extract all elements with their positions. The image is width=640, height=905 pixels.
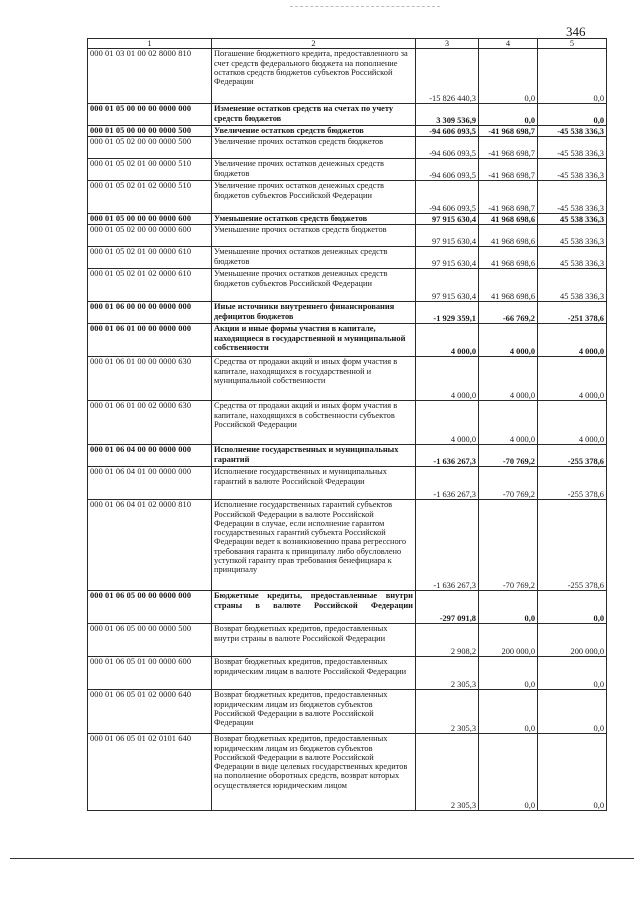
row-value-col3: -94 606 093,5 bbox=[416, 126, 479, 137]
row-value-col4: 4 000,0 bbox=[479, 357, 538, 401]
row-code: 000 01 06 05 01 02 0000 640 bbox=[88, 690, 212, 734]
row-code: 000 01 05 02 01 02 0000 610 bbox=[88, 269, 212, 302]
row-name: Возврат бюджетных кредитов, предоставленных юридическим лицам в валюте Российской Федерации bbox=[212, 657, 416, 690]
row-value-col3: -1 929 359,1 bbox=[416, 302, 479, 324]
row-code: 000 01 03 01 00 02 8000 810 bbox=[88, 49, 212, 104]
column-header-4: 4 bbox=[479, 39, 538, 49]
table-row bbox=[88, 624, 607, 657]
table-row bbox=[88, 401, 607, 445]
row-code: 000 01 06 04 00 00 0000 000 bbox=[88, 445, 212, 467]
row-value-col3: 4 000,0 bbox=[416, 401, 479, 445]
table-row bbox=[88, 247, 607, 269]
row-value-col5: 0,0 bbox=[538, 591, 607, 624]
row-code: 000 01 05 02 01 00 0000 610 bbox=[88, 247, 212, 269]
row-name: Исполнение государственных гарантий субъектов Российской Федерации в валюте Российской Федерации в случае, если исполнение гарантом государственных гарантий субъекта Российской Федерации ведет к возникновению права регрессного требования гаранта к принципалу либо обусловлено уступкой гаранту прав требования бенефициара к принципалу bbox=[212, 500, 416, 591]
row-value-col3: 97 915 630,4 bbox=[416, 269, 479, 302]
row-name: Средства от продажи акций и иных форм участия в капитале, находящихся в государственной и муниципальной собственности bbox=[212, 357, 416, 401]
row-name: Исполнение государственных и муниципальных гарантий bbox=[212, 445, 416, 467]
row-value-col4: 0,0 bbox=[479, 734, 538, 811]
row-value-col5: -255 378,6 bbox=[538, 445, 607, 467]
row-value-col5: -255 378,6 bbox=[538, 467, 607, 500]
table-row bbox=[88, 214, 607, 225]
row-value-col5: -255 378,6 bbox=[538, 500, 607, 591]
row-value-col4: 0,0 bbox=[479, 657, 538, 690]
row-code: 000 01 05 02 01 00 0000 510 bbox=[88, 159, 212, 181]
table-row bbox=[88, 302, 607, 324]
row-value-col5: -45 538 336,3 bbox=[538, 137, 607, 159]
table-row bbox=[88, 324, 607, 357]
row-value-col4: -41 968 698,7 bbox=[479, 159, 538, 181]
row-value-col5: -45 538 336,3 bbox=[538, 126, 607, 137]
row-value-col5: 0,0 bbox=[538, 49, 607, 104]
row-code: 000 01 05 02 00 00 0000 600 bbox=[88, 225, 212, 247]
table-row bbox=[88, 734, 607, 811]
row-value-col3: 4 000,0 bbox=[416, 357, 479, 401]
row-value-col4: 41 968 698,6 bbox=[479, 225, 538, 247]
row-value-col4: -41 968 698,7 bbox=[479, 126, 538, 137]
column-header-2: 2 bbox=[212, 39, 416, 49]
row-value-col4: 0,0 bbox=[479, 104, 538, 126]
row-code: 000 01 05 00 00 00 0000 000 bbox=[88, 104, 212, 126]
row-name: Погашение бюджетного кредита, предоставленного за счет средств федерального бюджета на пополнение остатков средств бюджетов субъектов Российской Федерации bbox=[212, 49, 416, 104]
column-header-1: 1 bbox=[88, 39, 212, 49]
row-value-col5: 4 000,0 bbox=[538, 401, 607, 445]
budget-sources-table bbox=[87, 38, 607, 811]
row-value-col4: 4 000,0 bbox=[479, 324, 538, 357]
table-row bbox=[88, 126, 607, 137]
row-value-col4: -70 769,2 bbox=[479, 500, 538, 591]
row-code: 000 01 06 05 00 00 0000 500 bbox=[88, 624, 212, 657]
row-value-col4: 0,0 bbox=[479, 591, 538, 624]
row-code: 000 01 05 00 00 00 0000 500 bbox=[88, 126, 212, 137]
row-name: Исполнение государственных и муниципальных гарантий в валюте Российской Федерации bbox=[212, 467, 416, 500]
row-value-col3: -94 606 093,5 bbox=[416, 159, 479, 181]
row-name: Иные источники внутреннего финансирования дефицитов бюджетов bbox=[212, 302, 416, 324]
row-name: Средства от продажи акций и иных форм участия в капитале, находящихся в собственности субъектов Российской Федерации bbox=[212, 401, 416, 445]
table-row bbox=[88, 657, 607, 690]
row-value-col3: 2 305,3 bbox=[416, 690, 479, 734]
row-name: Увеличение прочих остатков денежных средств бюджетов bbox=[212, 159, 416, 181]
table-row bbox=[88, 225, 607, 247]
row-value-col4: -41 968 698,7 bbox=[479, 137, 538, 159]
row-value-col4: -41 968 698,7 bbox=[479, 181, 538, 214]
row-code: 000 01 06 05 01 02 0101 640 bbox=[88, 734, 212, 811]
row-value-col4: 4 000,0 bbox=[479, 401, 538, 445]
row-value-col3: 97 915 630,4 bbox=[416, 214, 479, 225]
table-row bbox=[88, 500, 607, 591]
row-value-col4: -66 769,2 bbox=[479, 302, 538, 324]
row-value-col5: 45 538 336,3 bbox=[538, 269, 607, 302]
row-value-col5: -45 538 336,3 bbox=[538, 181, 607, 214]
table-row bbox=[88, 269, 607, 302]
row-name: Возврат бюджетных кредитов, предоставленных юридическим лицам из бюджетов субъектов Российской Федерации в валюте Российской Федерации bbox=[212, 690, 416, 734]
row-name: Бюджетные кредиты, предоставленные внутри страны в валюте Российской Федерации bbox=[212, 591, 416, 624]
row-code: 000 01 06 05 00 00 0000 000 bbox=[88, 591, 212, 624]
row-value-col5: 45 538 336,3 bbox=[538, 225, 607, 247]
row-name: Уменьшение прочих остатков денежных средств бюджетов субъектов Российской Федерации bbox=[212, 269, 416, 302]
column-number-row bbox=[88, 39, 607, 49]
row-value-col3: 2 305,3 bbox=[416, 734, 479, 811]
row-value-col3: 4 000,0 bbox=[416, 324, 479, 357]
column-header-5: 5 bbox=[538, 39, 607, 49]
table-row bbox=[88, 467, 607, 500]
row-value-col5: 0,0 bbox=[538, 104, 607, 126]
row-name: Увеличение прочих остатков средств бюджетов bbox=[212, 137, 416, 159]
row-value-col3: -94 606 093,5 bbox=[416, 181, 479, 214]
row-code: 000 01 06 01 00 00 0000 630 bbox=[88, 357, 212, 401]
row-name: Уменьшение прочих остатков денежных средств бюджетов bbox=[212, 247, 416, 269]
row-value-col3: 97 915 630,4 bbox=[416, 247, 479, 269]
row-value-col3: 2 305,3 bbox=[416, 657, 479, 690]
row-value-col5: 0,0 bbox=[538, 734, 607, 811]
row-name: Возврат бюджетных кредитов, предоставленных юридическим лицам из бюджетов субъектов Российской Федерации в валюте Российской Федерации в виде целевых государственных кредитов на пополнение оборотных средств, возврат которых осуществляется юридическим лицом bbox=[212, 734, 416, 811]
row-value-col4: 41 968 698,6 bbox=[479, 247, 538, 269]
row-value-col3: 2 908,2 bbox=[416, 624, 479, 657]
page-number: 346 bbox=[566, 24, 586, 39]
row-code: 000 01 05 02 01 02 0000 510 bbox=[88, 181, 212, 214]
row-value-col4: 0,0 bbox=[479, 49, 538, 104]
row-name: Акции и иные формы участия в капитале, находящиеся в государственной и муниципальной собственности bbox=[212, 324, 416, 357]
row-value-col3: -297 091,8 bbox=[416, 591, 479, 624]
row-value-col4: 41 968 698,6 bbox=[479, 214, 538, 225]
row-name: Уменьшение остатков средств бюджетов bbox=[212, 214, 416, 225]
row-value-col3: 97 915 630,4 bbox=[416, 225, 479, 247]
row-code: 000 01 06 04 01 02 0000 810 bbox=[88, 500, 212, 591]
row-value-col3: -1 636 267,3 bbox=[416, 467, 479, 500]
row-value-col5: 4 000,0 bbox=[538, 324, 607, 357]
row-value-col3: -1 636 267,3 bbox=[416, 445, 479, 467]
row-code: 000 01 05 02 00 00 0000 500 bbox=[88, 137, 212, 159]
row-value-col5: 45 538 336,3 bbox=[538, 214, 607, 225]
row-name: Увеличение прочих остатков денежных средств бюджетов субъектов Российской Федерации bbox=[212, 181, 416, 214]
table-row bbox=[88, 159, 607, 181]
table-row bbox=[88, 357, 607, 401]
row-value-col5: 0,0 bbox=[538, 657, 607, 690]
row-value-col3: 3 309 536,9 bbox=[416, 104, 479, 126]
row-value-col5: 45 538 336,3 bbox=[538, 247, 607, 269]
row-value-col4: -70 769,2 bbox=[479, 445, 538, 467]
row-name: Изменение остатков средств на счетах по учету средств бюджетов bbox=[212, 104, 416, 126]
row-code: 000 01 06 00 00 00 0000 000 bbox=[88, 302, 212, 324]
row-value-col4: 200 000,0 bbox=[479, 624, 538, 657]
column-header-3: 3 bbox=[416, 39, 479, 49]
row-value-col5: -45 538 336,3 bbox=[538, 159, 607, 181]
row-code: 000 01 06 05 01 00 0000 600 bbox=[88, 657, 212, 690]
row-code: 000 01 05 00 00 00 0000 600 bbox=[88, 214, 212, 225]
row-value-col5: 200 000,0 bbox=[538, 624, 607, 657]
row-value-col4: 0,0 bbox=[479, 690, 538, 734]
table-row bbox=[88, 104, 607, 126]
table-row bbox=[88, 137, 607, 159]
scan-artifact-line bbox=[290, 6, 440, 7]
row-value-col3: -1 636 267,3 bbox=[416, 500, 479, 591]
row-code: 000 01 06 01 00 02 0000 630 bbox=[88, 401, 212, 445]
row-code: 000 01 06 04 01 00 0000 000 bbox=[88, 467, 212, 500]
row-code: 000 01 06 01 00 00 0000 000 bbox=[88, 324, 212, 357]
table-row bbox=[88, 445, 607, 467]
table-row bbox=[88, 690, 607, 734]
row-name: Возврат бюджетных кредитов, предоставленных внутри страны в валюте Российской Федерации bbox=[212, 624, 416, 657]
row-value-col5: -251 378,6 bbox=[538, 302, 607, 324]
row-name: Уменьшение прочих остатков средств бюджетов bbox=[212, 225, 416, 247]
table-row bbox=[88, 49, 607, 104]
row-value-col5: 4 000,0 bbox=[538, 357, 607, 401]
row-value-col4: 41 968 698,6 bbox=[479, 269, 538, 302]
table-row bbox=[88, 591, 607, 624]
row-value-col3: -15 826 440,3 bbox=[416, 49, 479, 104]
row-value-col3: -94 606 093,5 bbox=[416, 137, 479, 159]
row-name: Увеличение остатков средств бюджетов bbox=[212, 126, 416, 137]
page-bottom-rule bbox=[10, 858, 634, 859]
table-row bbox=[88, 181, 607, 214]
row-value-col5: 0,0 bbox=[538, 690, 607, 734]
row-value-col4: -70 769,2 bbox=[479, 467, 538, 500]
